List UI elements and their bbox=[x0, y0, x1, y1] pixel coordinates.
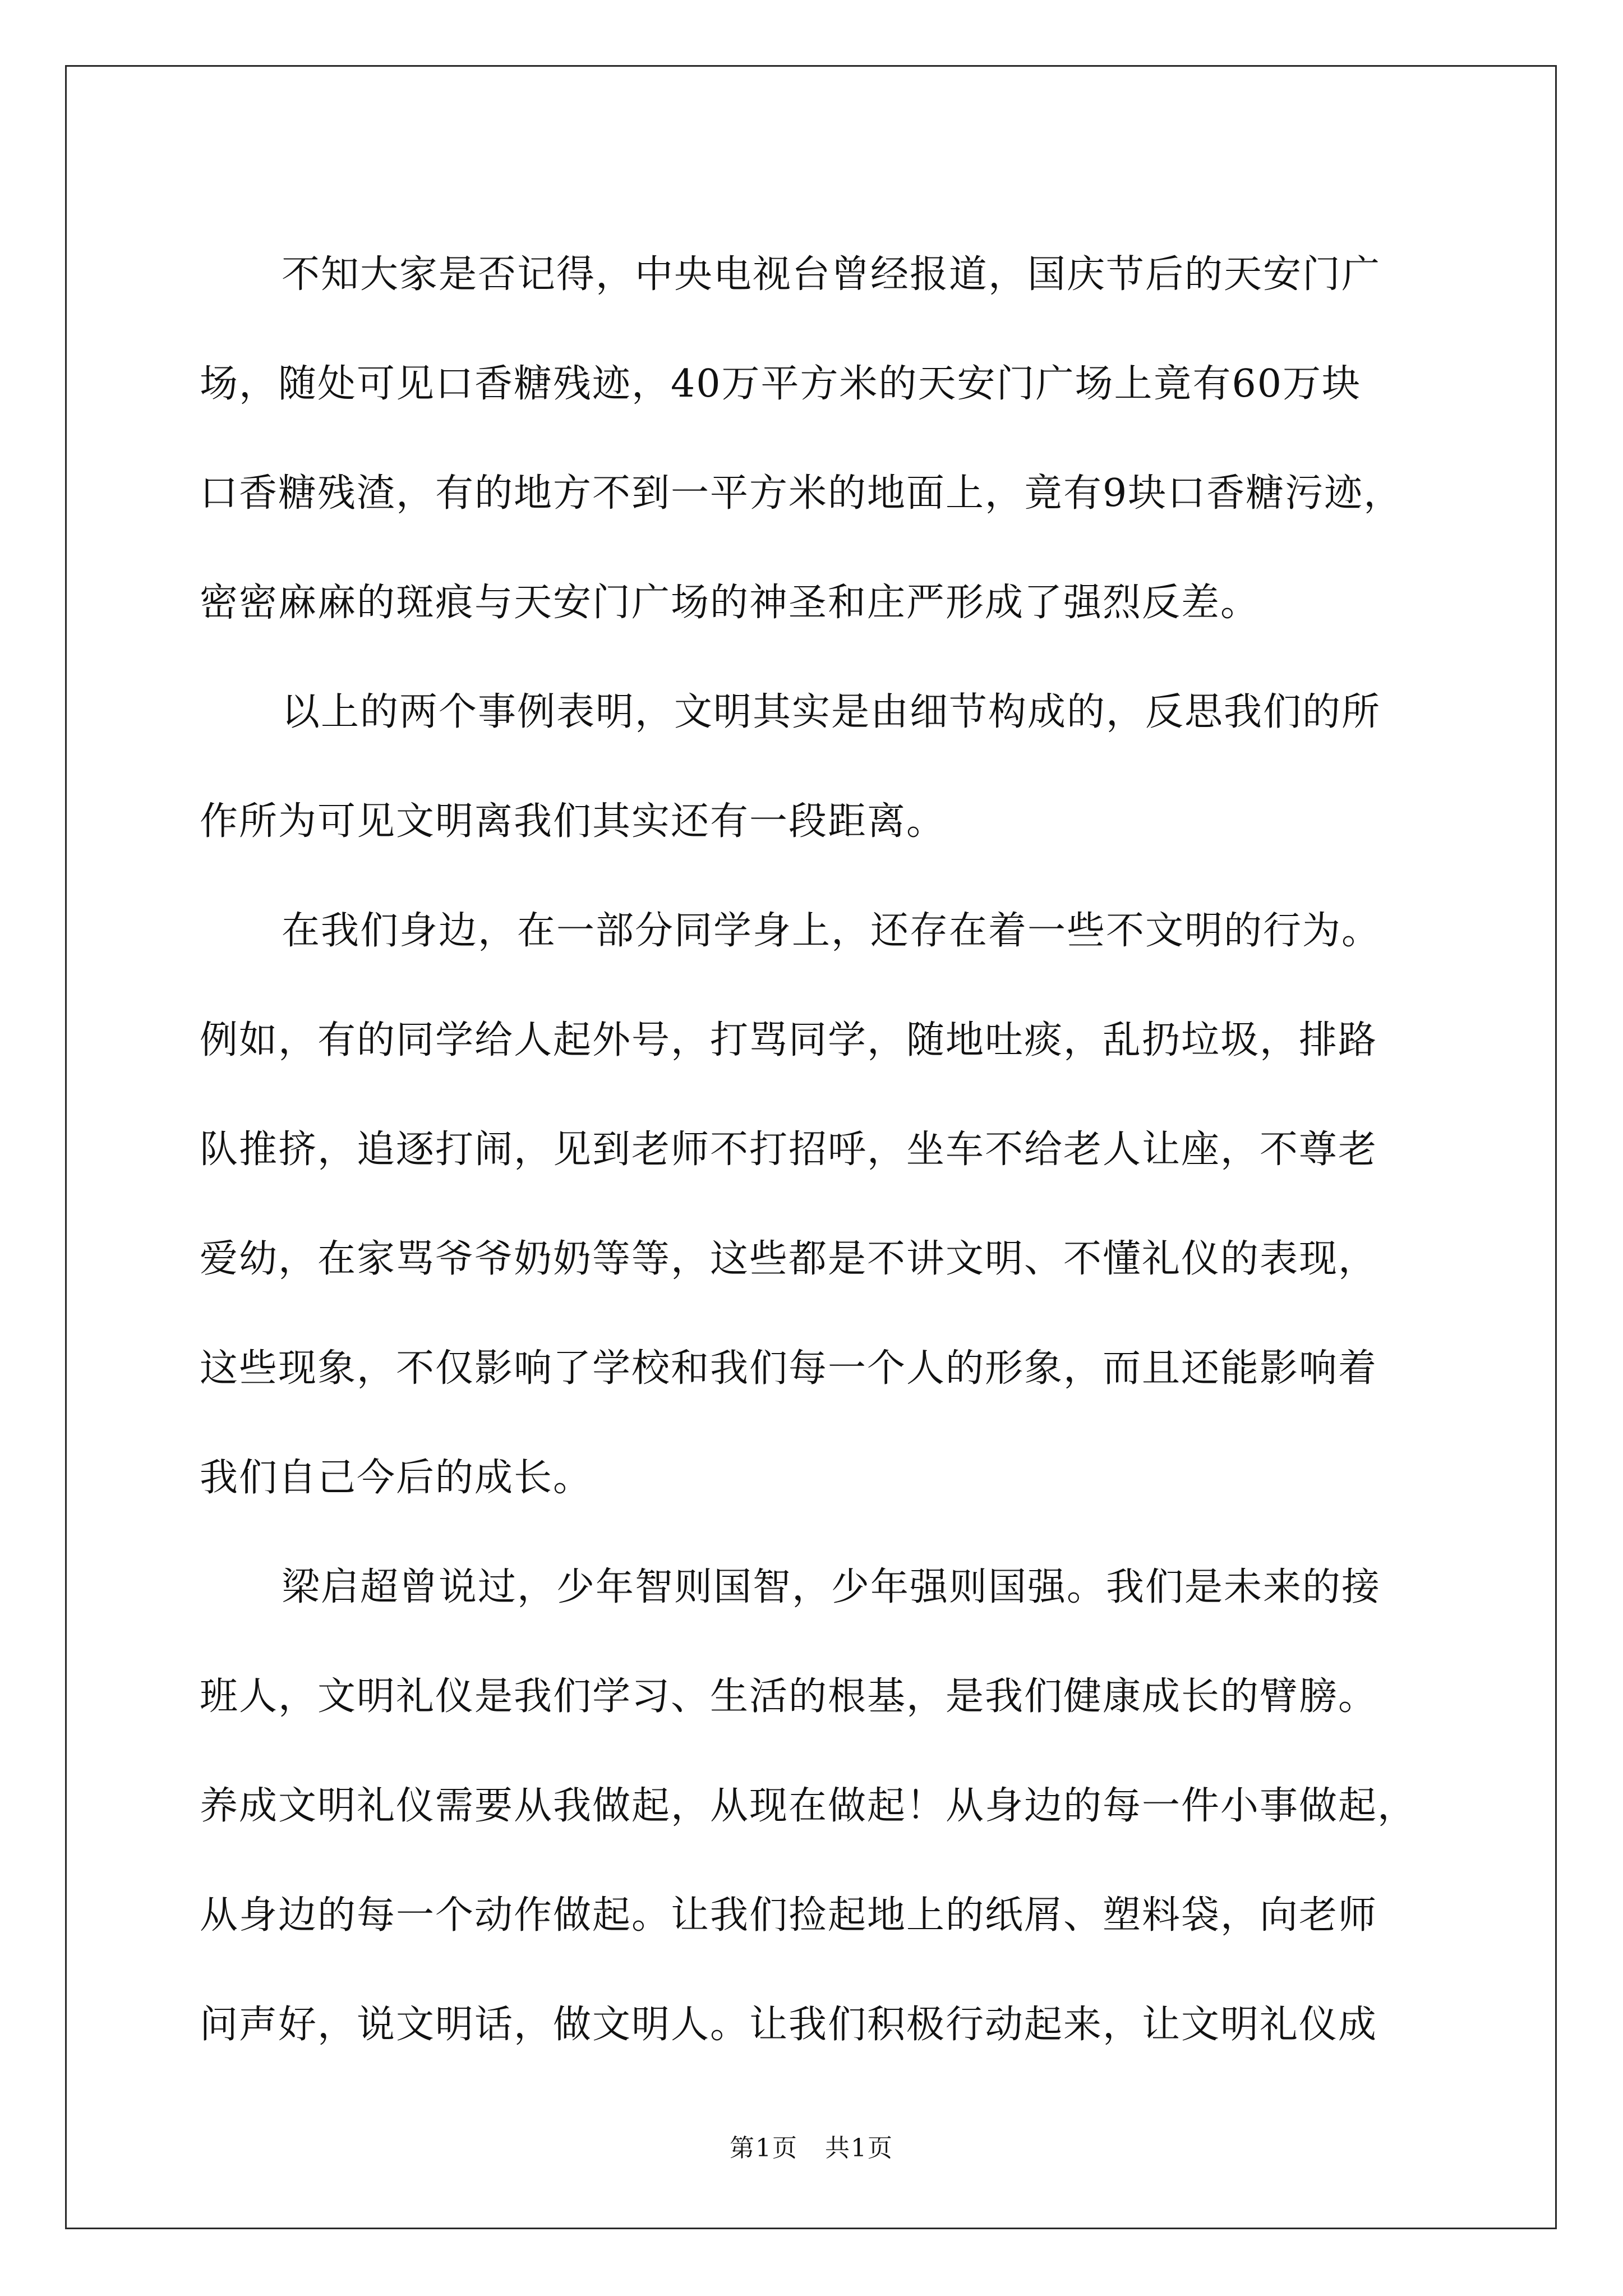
text-line: 作所为可见文明离我们其实还有一段距离。 bbox=[200, 799, 946, 844]
page-total: 共1页 bbox=[825, 2134, 893, 2162]
page-footer bbox=[0, 2132, 1623, 2165]
text-line: 队推挤，追逐打闹，见到老师不打招呼，坐车不给老人让座，不尊老 bbox=[200, 1128, 1378, 1172]
paragraph-2 bbox=[200, 657, 1433, 876]
text-line: 在我们身边，在一部分同学身上，还存在着一些不文明的行为。 bbox=[282, 909, 1381, 953]
paragraph-1 bbox=[200, 220, 1433, 657]
text-line: 我们自己今后的成长。 bbox=[200, 1456, 593, 1500]
paragraph-3 bbox=[200, 876, 1433, 1533]
text-line: 场，随处可见口香糖残迹，40万平方米的天安门广场上竟有60万块 bbox=[200, 362, 1362, 406]
text-line: 口香糖残渣，有的地方不到一平方米的地面上，竟有9块口香糖污迹， bbox=[200, 471, 1403, 516]
text-line: 问声好，说文明话，做文明人。让我们积极行动起来，让文明礼仪成 bbox=[200, 2003, 1378, 2047]
paragraph-4 bbox=[200, 1533, 1433, 2079]
text-line: 梁启超曾说过，少年智则国智，少年强则国强。我们是未来的接 bbox=[282, 1565, 1381, 1609]
text-line: 班人，文明礼仪是我们学习、生活的根基，是我们健康成长的臂膀。 bbox=[200, 1674, 1378, 1719]
text-line: 不知大家是否记得，中央电视台曾经报道，国庆节后的天安门广 bbox=[282, 252, 1381, 297]
text-line: 这些现象，不仅影响了学校和我们每一个人的形象，而且还能影响着 bbox=[200, 1346, 1378, 1391]
text-line: 养成文明礼仪需要从我做起，从现在做起！从身边的每一件小事做起， bbox=[200, 1784, 1417, 1828]
text-line: 密密麻麻的斑痕与天安门广场的神圣和庄严形成了强烈反差。 bbox=[200, 581, 1260, 625]
text-line: 以上的两个事例表明，文明其实是由细节构成的，反思我们的所 bbox=[282, 690, 1381, 734]
page-number: 第1页 bbox=[730, 2134, 798, 2162]
text-line: 例如，有的同学给人起外号，打骂同学，随地吐痰，乱扔垃圾，排路 bbox=[200, 1018, 1378, 1062]
text-line: 爱幼，在家骂爷爷奶奶等等，这些都是不讲文明、不懂礼仪的表现， bbox=[200, 1237, 1378, 1281]
document-body bbox=[200, 220, 1433, 2079]
text-line: 从身边的每一个动作做起。让我们捡起地上的纸屑、塑料袋，向老师 bbox=[200, 1893, 1378, 1938]
